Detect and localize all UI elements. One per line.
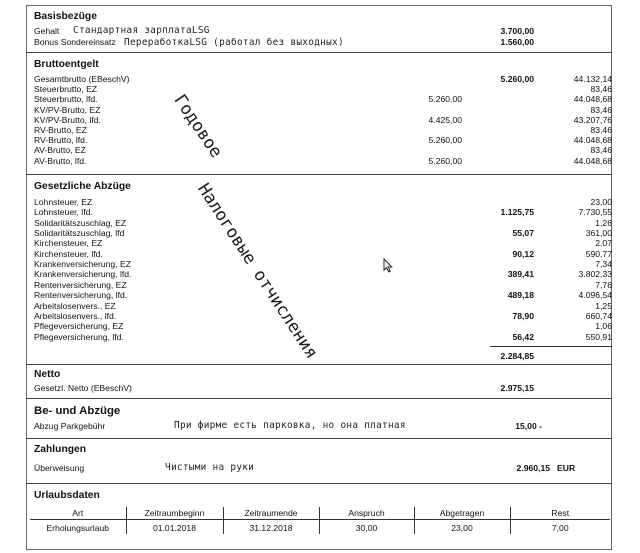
deduction-row-annual: 4.096,54 — [578, 290, 612, 301]
brutto-row-annual: 83,46 — [590, 125, 612, 135]
deduction-row-label: Arbeitslosenvers., lfd. — [34, 310, 117, 321]
table-row — [30, 520, 610, 535]
deduction-row-monthly: 56,42 — [512, 331, 534, 342]
divider-be-abzuege — [26, 398, 612, 399]
deduction-row-monthly: 1.125,75 — [500, 207, 534, 218]
brutto-row-label: RV-Brutto, lfd. — [34, 135, 88, 146]
transfer-label: Überweisung — [34, 463, 85, 473]
divider-zahlungen — [26, 438, 612, 439]
annotation-annual: Годовое — [169, 91, 227, 162]
vacation-header-start: Zeitraumbeginn — [126, 507, 223, 520]
brutto-row-monthly: 4.425,00 — [428, 114, 462, 125]
urlaub-title: Urlaubsdaten — [34, 490, 100, 501]
abzuege-total: 2.284,85 — [500, 351, 534, 361]
brutto-row-annual: 83,46 — [590, 145, 612, 156]
deduction-row-label: Kirchensteuer, lfd. — [34, 248, 103, 259]
basis-title: Basisbezüge — [34, 11, 97, 22]
deduction-row-annual: 1,26 — [595, 217, 612, 228]
deduction-row-label: Lohnsteuer, EZ — [34, 197, 93, 207]
deduction-row-annual: 3.802,33 — [578, 269, 612, 280]
brutto-row-label: KV/PV-Brutto, EZ — [34, 104, 101, 115]
brutto-row-annual: 44.132,14 — [573, 74, 612, 84]
vacation-header-entitlement: Anspruch — [319, 507, 414, 520]
divider-brutto — [26, 52, 612, 53]
divider-netto — [26, 364, 612, 365]
deduction-row-monthly: 55,07 — [512, 228, 534, 239]
deduction-row-monthly: 90,12 — [512, 248, 534, 259]
brutto-row-annual: 83,46 — [590, 84, 612, 95]
vacation-cell-taken: 23,00 — [414, 520, 510, 535]
basis-value-gehalt: 3.700,00 — [500, 26, 534, 36]
zahlungen-title: Zahlungen — [34, 444, 87, 455]
brutto-row-annual: 83,46 — [590, 104, 612, 115]
transfer-note: Чистыми на руки — [165, 462, 255, 473]
deduction-row-label: Rentenversicherung, lfd. — [34, 290, 128, 301]
vacation-header-taken: Abgetragen — [414, 507, 510, 520]
vacation-table — [30, 507, 610, 534]
deduction-row-label: Solidaritätszuschlag, lfd — [34, 228, 125, 239]
deduction-row-annual: 590,77 — [585, 248, 612, 259]
parking-value: 15,00 - — [515, 421, 542, 431]
deduction-row-label: Pflegeversicherung, EZ — [34, 321, 124, 332]
netto-value: 2.975,15 — [500, 383, 534, 393]
divider-urlaub — [26, 483, 612, 484]
brutto-row-monthly: 5.260,00 — [428, 135, 462, 146]
brutto-row-label: Steuerbrutto, lfd. — [34, 94, 98, 105]
brutto-row-label: Steuerbrutto, EZ — [34, 84, 98, 95]
basis-note-gehalt: Стандартная зарплатаLSG — [73, 25, 210, 36]
deduction-row-annual: 1,25 — [595, 300, 612, 311]
brutto-row-monthly: 5.260,00 — [428, 94, 462, 105]
deduction-row-annual: 7,76 — [595, 279, 612, 290]
deduction-row-label: Pflegeversicherung, lfd. — [34, 331, 124, 342]
deduction-row-annual: 660,74 — [585, 310, 612, 321]
vacation-table-header — [30, 507, 610, 520]
deduction-row-label: Kirchensteuer, EZ — [34, 238, 103, 249]
basis-value-bonus: 1.560,00 — [500, 37, 534, 47]
brutto-row-label: AV-Brutto, EZ — [34, 145, 86, 156]
deduction-row-annual: 1,06 — [595, 321, 612, 332]
basis-label-gehalt: Gehalt — [34, 26, 60, 36]
brutto-row-label: RV-Brutto, EZ — [34, 125, 87, 135]
deduction-row-label: Solidaritätszuschlag, EZ — [34, 217, 127, 228]
brutto-row-total: 5.260,00 — [500, 74, 534, 84]
basis-note-bonus: ПереработкаLSG (работал без выходных) — [124, 37, 344, 48]
vacation-header-rest: Rest — [510, 507, 610, 520]
netto-label: Gesetzl. Netto (EBeschV) — [34, 383, 132, 393]
abzuege-sum-line — [490, 346, 612, 347]
transfer-currency: EUR — [557, 463, 576, 473]
transfer-value: 2.960,15 — [516, 463, 550, 473]
deduction-row-annual: 23,00 — [590, 197, 612, 207]
annotation-tax-deductions: Налоговые отчисления — [193, 180, 322, 363]
netto-title: Netto — [34, 369, 61, 380]
deduction-row-label: Rentenversicherung, EZ — [34, 279, 127, 290]
be-abzuege-title: Be- und Abzüge — [34, 405, 121, 417]
deduction-row-monthly: 78,90 — [512, 310, 534, 321]
brutto-title: Bruttoentgelt — [34, 59, 99, 70]
vacation-cell-art: Erholungsurlaub — [46, 523, 110, 533]
brutto-row-annual: 43.207,76 — [573, 114, 612, 125]
vacation-cell-entitlement: 30,00 — [319, 520, 414, 535]
deduction-row-annual: 2,07 — [595, 238, 612, 249]
vacation-header-end: Zeitraumende — [223, 507, 319, 520]
brutto-row-label: Gesamtbrutto (EBeschV) — [34, 74, 130, 84]
vacation-cell-rest: 7,00 — [510, 520, 610, 535]
divider-abzuege — [26, 174, 612, 175]
deduction-row-annual: 7.730,55 — [578, 207, 612, 218]
deduction-row-label: Arbeitslosenvers., EZ — [34, 300, 116, 311]
vacation-header-art: Art — [30, 507, 126, 520]
brutto-row-annual: 44.048,68 — [573, 135, 612, 146]
deduction-row-annual: 7,34 — [595, 259, 612, 270]
deduction-row-annual: 550,91 — [585, 331, 612, 342]
deduction-row-label: Lohnsteuer, lfd. — [34, 207, 93, 218]
brutto-row-label: AV-Brutto, lfd. — [34, 155, 87, 166]
mouse-pointer-icon — [383, 258, 393, 273]
vacation-cell-start: 01.01.2018 — [126, 520, 223, 535]
basis-label-bonus: Bonus Sondereinsatz — [34, 37, 116, 47]
parking-label: Abzug Parkgebühr — [34, 421, 106, 431]
deduction-row-annual: 361,00 — [585, 228, 612, 239]
deduction-row-monthly: 489,18 — [507, 290, 534, 301]
deduction-row-label: Krankenversicherung, lfd. — [34, 269, 132, 280]
brutto-row-annual: 44.048,68 — [573, 94, 612, 105]
parking-note: При фирме есть парковка, но она платная — [174, 420, 406, 431]
deduction-row-monthly: 389,41 — [507, 269, 534, 280]
deduction-row-label: Krankenversicherung, EZ — [34, 259, 131, 270]
brutto-row-monthly: 5.260,00 — [428, 155, 462, 166]
vacation-cell-end: 31.12.2018 — [223, 520, 319, 535]
abzuege-title: Gesetzliche Abzüge — [34, 181, 131, 192]
brutto-row-annual: 44.048,68 — [573, 155, 612, 166]
brutto-row-label: KV/PV-Brutto, lfd. — [34, 114, 101, 125]
